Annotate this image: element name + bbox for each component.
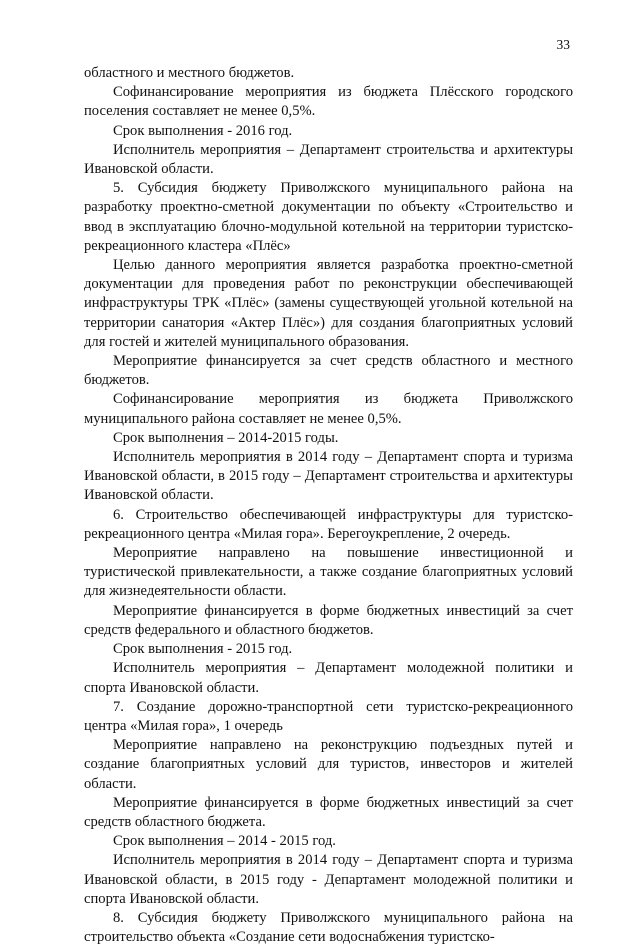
numbered-item-5: 5. Субсидия бюджету Приволжского муниципального района на разработку проектно-сметной документации по объекту «Строительство и ввод в эксплуатацию блочно-модульной котельной на территории туристско-рекреационного кластера «Плёс» (84, 180, 573, 254)
paragraph: Софинансирование мероприятия из бюджета Приволжского муниципального района составляет не менее 0,5%. (84, 391, 573, 427)
paragraph: Софинансирование мероприятия из бюджета Плёсского городского поселения составляет не менее 0,5%. (84, 84, 573, 120)
paragraph: Мероприятие финансируется в форме бюджетных инвестиций за счет средств федерального и областного бюджетов. (84, 602, 573, 638)
paragraph: Срок выполнения – 2014 - 2015 год. (113, 833, 336, 850)
paragraph: Исполнитель мероприятия в 2014 году – Департамент спорта и туризма Ивановской области, в 2015 году – Департамент строительства и архитектуры Ивановской области. (84, 449, 573, 504)
numbered-item-8: 8. Субсидия бюджету Приволжского муниципального района на строительство объекта «Создание сети водоснабжения туристско- (84, 909, 573, 946)
paragraph: Мероприятие направлено на повышение инвестиционной и туристической привлекательности, а также создание благоприятных условий для жизнедеятельности области. (84, 545, 573, 600)
paragraph: областного и местного бюджетов. (84, 65, 295, 81)
paragraph: Мероприятие финансируется в форме бюджетных инвестиций за счет средств областного бюджета. (84, 794, 573, 830)
paragraph: Срок выполнения - 2015 год. (113, 641, 293, 658)
numbered-item-7: 7. Создание дорожно-транспортной сети туристско-рекреационного центра «Милая гора», 1 очередь (84, 698, 573, 734)
paragraph: Исполнитель мероприятия – Департамент молодежной политики и спорта Ивановской области. (84, 660, 573, 696)
paragraph: Мероприятие финансируется за счет средств областного и местного бюджетов. (84, 353, 573, 389)
paragraph: Мероприятие направлено на реконструкцию подъездных путей и создание благоприятных условий для туристов, инвесторов и жителей области. (84, 737, 573, 792)
paragraph: Срок выполнения – 2014-2015 годы. (113, 429, 339, 446)
paragraph: Исполнитель мероприятия – Департамент строительства и архитектуры Ивановской области. (84, 141, 573, 178)
paragraph: Целью данного мероприятия является разработка проектно-сметной документации для проведения работ по реконструкции обеспечивающей инфраструктуры ТРК «Плёс» (замены существующей угольной котельной на территории санатория «Актер Плёс») для создания благоприятных условий для гостей и жителей муниципального образования. (84, 257, 573, 350)
page-number: 33 (556, 37, 570, 52)
document-body (84, 64, 573, 947)
numbered-item-6: 6. Строительство обеспечивающей инфраструктуры для туристско-рекреационного центра «Милая гора». Берегоукрепление, 2 очередь. (84, 506, 573, 542)
paragraph: Исполнитель мероприятия в 2014 году – Департамент спорта и туризма Ивановской области, в 2015 году - Департамент молодежной политики и спорта Ивановской области. (84, 852, 573, 907)
paragraph: Срок выполнения - 2016 год. (113, 122, 293, 139)
